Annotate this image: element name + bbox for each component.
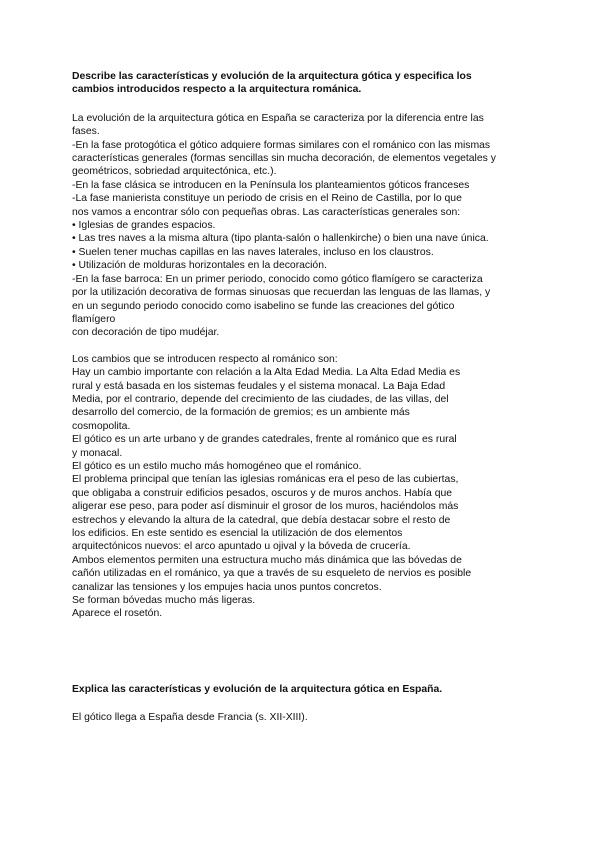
text-line: El gótico es un estilo mucho más homogéneo que el románico. <box>72 460 362 472</box>
heading-line: Describe las características y evolución de la arquitectura gótica y especifica los <box>72 71 472 82</box>
text-line: geométricos, sobriedad arquitectónica, etc.). <box>72 166 277 178</box>
text-line: rural y está basada en los sistemas feudales y el sistema monacal. La Baja Edad <box>72 380 446 392</box>
section2-heading <box>72 683 532 696</box>
text-line: estrechos y elevando la altura de la catedral, que debía destacar sobre el resto de <box>72 514 451 526</box>
text-line: en un segundo periodo conocido como isabelino se funde las creaciones del gótico <box>72 300 455 312</box>
text-line: Media, por el contrario, depende del crecimiento de las ciudades, de las villas, del <box>72 393 449 405</box>
text-line: que obligaba a construir edificios pesados, oscuros y de muros anchos. Había que <box>72 487 453 499</box>
text-line: canalizar las tensiones y los empujes hacia unos puntos concretos. <box>72 581 382 593</box>
text-line: los edificios. En este sentido es esencial la utilización de dos elementos <box>72 528 403 539</box>
text-line: Ambos elementos permiten una estructura mucho más dinámica que las bóvedas de <box>72 554 462 566</box>
text-line: Aparece el rosetón. <box>72 608 163 620</box>
text-line: flamígero <box>72 313 116 325</box>
section1-paragraph-evolution <box>72 112 532 340</box>
text-line: Los cambios que se introducen respecto al románico son: <box>72 353 338 365</box>
text-line: Se forman bóvedas mucho más ligeras. <box>72 595 256 607</box>
text-line: por la utilización decorativa de formas sinuosas que recuerdan las lenguas de las llamas, y <box>72 287 491 299</box>
heading-line: cambios introducidos respecto a la arquitectura románica. <box>72 84 362 96</box>
text-line: fases. <box>72 126 100 138</box>
text-line: La evolución de la arquitectura gótica en España se caracteriza por la diferencia entre las <box>72 112 484 124</box>
text-line: -La fase manierista constituye un periodo de crisis en el Reino de Castilla, por lo que <box>72 193 462 205</box>
text-line: arquitectónicos nuevos: el arco apuntado u ojival y la bóveda de crucería. <box>72 541 411 553</box>
text-line: Hay un cambio importante con relación a la Alta Edad Media. La Alta Edad Media es <box>72 367 461 379</box>
text-line: cosmopolita. <box>72 420 131 432</box>
text-line: aligerar ese peso, para poder así disminuir el grosor de los muros, haciéndolos más <box>72 501 459 513</box>
bullet-line: • Suelen tener muchas capillas en las naves laterales, incluso en los claustros. <box>72 246 434 258</box>
text-line: características generales (formas sencillas sin mucha decoración, de elementos vegetales y <box>72 153 496 165</box>
bullet-line: • Iglesias de grandes espacios. <box>72 220 216 232</box>
text-line: El gótico es un arte urbano y de grandes catedrales, frente al románico que es rural <box>72 434 457 446</box>
document-page <box>72 70 532 725</box>
text-line: El problema principal que tenían las iglesias románicas era el peso de las cubiertas, <box>72 474 459 486</box>
text-line: con decoración de tipo mudéjar. <box>72 327 220 339</box>
text-line: cañón utilizadas en el románico, ya que a través de su esqueleto de nervios es posible <box>72 568 472 580</box>
section1-paragraph-changes <box>72 353 532 621</box>
text-line: -En la fase protogótica el gótico adquiere formas similares con el románico con las mismas <box>72 139 491 151</box>
section1-heading <box>72 70 532 97</box>
text-line: nos vamos a encontrar sólo con pequeñas obras. Las características generales son: <box>72 206 461 218</box>
heading-line: Explica las características y evolución de la arquitectura gótica en España. <box>72 683 443 695</box>
text-line: desarrollo del comercio, de la formación de gremios; es un ambiente más <box>72 407 410 419</box>
bullet-line: • Utilización de molduras horizontales en la decoración. <box>72 260 327 272</box>
text-line: y monacal. <box>72 447 123 459</box>
bullet-line: • Las tres naves a la misma altura (tipo planta-salón o hallenkirche) o bien una nave única. <box>72 233 489 245</box>
text-line: -En la fase barroca: En un primer periodo, conocido como gótico flamígero se caracteriza <box>72 273 483 285</box>
text-line: -En la fase clásica se introducen en la Península los planteamientos góticos franceses <box>72 179 470 191</box>
text-line: El gótico llega a España desde Francia (s. XII-XIII). <box>72 712 308 724</box>
section2-paragraph <box>72 711 532 724</box>
